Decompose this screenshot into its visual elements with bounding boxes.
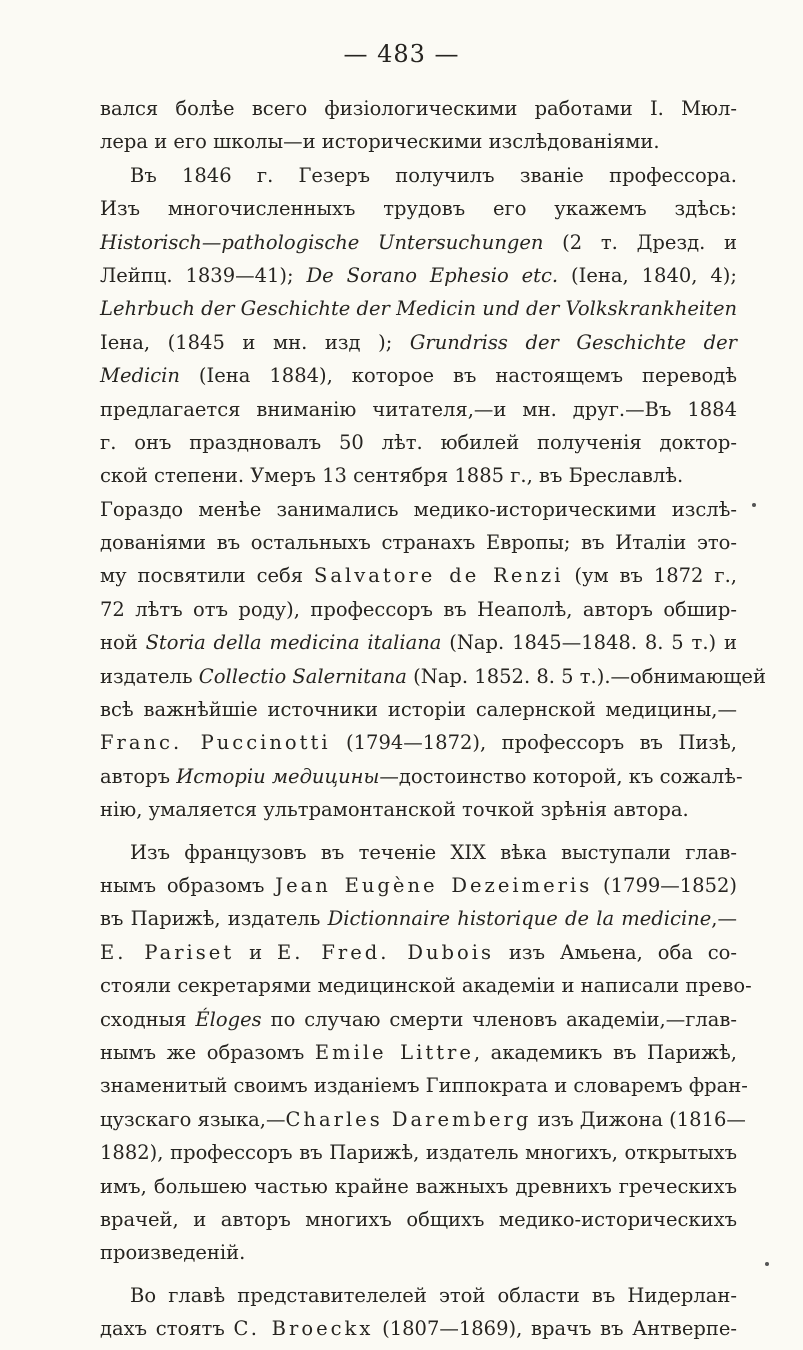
text-line — [100, 902, 737, 935]
text-run: Лейпц. 1839—41); — [100, 263, 307, 287]
text-line — [100, 92, 737, 125]
text-line — [100, 125, 737, 158]
text-run: дахъ стоятъ — [100, 1317, 234, 1341]
text-line — [100, 1236, 737, 1269]
text-line — [100, 869, 737, 902]
spaced-name: E. Fred. Dubois — [277, 940, 495, 964]
text-run: (1794—1872), профессоръ въ Пизѣ, — [330, 731, 737, 755]
text-line — [100, 1003, 737, 1036]
text-run: лера и его школы—и историческими изслѣдованіями. — [100, 130, 660, 154]
text-run: издатель — [100, 664, 199, 688]
text-line — [100, 1279, 737, 1312]
text-run: врачей, и авторъ многихъ общихъ медико-историческихъ — [100, 1207, 737, 1231]
text-run: нымъ образомъ — [100, 873, 276, 897]
text-line — [100, 936, 737, 969]
text-line — [100, 1312, 737, 1345]
paragraph-gap — [100, 827, 737, 836]
text-run: (Іена, 1840, 4); — [558, 263, 737, 287]
text-run: Во главѣ представителелей этой области въ Нидерлан- — [130, 1283, 737, 1307]
spaced-name: Charles Daremberg — [285, 1107, 532, 1131]
text-line — [100, 526, 737, 559]
text-run: г. онъ праздновалъ 50 лѣт. юбилей полученія доктор- — [100, 430, 737, 454]
italic-title: Éloges — [195, 1007, 262, 1031]
text-run: нымъ же образомъ — [100, 1040, 315, 1064]
text-run: изъ Амьена, оба со- — [494, 940, 737, 964]
text-run: ной — [100, 631, 146, 655]
text-run: и — [234, 940, 278, 964]
text-run: 1882), профессоръ въ Парижѣ, издатель многихъ, открытыхъ — [100, 1141, 737, 1165]
page-number: — 483 — — [343, 40, 460, 68]
text-line — [100, 159, 737, 192]
text-run: стояли секретарями медицинской академіи и написали прево- — [100, 974, 752, 998]
text-run: (1807—1869), врачъ въ Антверпе- — [373, 1317, 737, 1341]
text-run: , академикъ въ Парижѣ, — [473, 1040, 737, 1064]
italic-title: De Sorano Ephesio etc. — [306, 263, 559, 287]
text-line — [100, 1203, 737, 1236]
spaced-name: Franc. Puccinotti — [100, 731, 331, 755]
text-line — [100, 969, 752, 1002]
text-line — [100, 259, 737, 292]
text-run: (1799—1852) — [592, 873, 737, 897]
text-line — [100, 660, 766, 693]
text-run: ,— — [711, 907, 737, 931]
spaced-name: Salvatore de Renzi — [314, 564, 564, 588]
text-line — [100, 359, 737, 392]
italic-title: Medicin — [100, 364, 180, 388]
text-run: предлагается вниманію читателя,—и мн. друг.—Въ 1884 — [100, 397, 737, 421]
text-run: Въ 1846 г. Гезеръ получилъ званіе профессора. — [130, 163, 737, 187]
text-run: (Nap. 1845—1848. 8. 5 т.) и — [441, 631, 737, 655]
text-line — [100, 459, 737, 492]
text-run: 72 лѣтъ отъ роду), профессоръ въ Неаполѣ, авторъ обшир- — [100, 597, 737, 621]
text-line — [100, 760, 743, 793]
margin-speck — [765, 1262, 769, 1266]
text-line — [100, 559, 737, 592]
text-line — [100, 1136, 737, 1169]
text-run: всѣ важнѣйшіе источники исторіи салернской медицины,— — [100, 698, 737, 722]
text-run: вался болѣе всего физіологическими работами І. Мюл- — [100, 97, 737, 120]
spaced-name: Emile Littre — [314, 1040, 474, 1064]
text-run: Изъ многочисленныхъ трудовъ его укажемъ здѣсь: — [100, 197, 737, 221]
text-line — [100, 426, 737, 459]
text-run: нію, умаляется ультрамонтанской точкой зрѣнія автора. — [100, 798, 689, 822]
text-run: ской степени. Умеръ 13 сентября 1885 г., въ Бреславлѣ. — [100, 464, 684, 488]
text-line — [100, 1170, 737, 1203]
text-run: знаменитый своимъ изданіемъ Гиппократа и словаремъ фран- — [100, 1074, 748, 1098]
text-run: сходныя — [100, 1007, 196, 1031]
text-line — [100, 292, 737, 325]
text-run: цузскаго языка,— — [100, 1107, 286, 1131]
italic-title: Grundriss der Geschichte der — [409, 330, 737, 354]
margin-speck — [752, 503, 756, 507]
text-line — [100, 1069, 748, 1102]
text-line — [100, 393, 737, 426]
text-run: авторъ — [100, 764, 177, 788]
text-run: дованіями въ остальныхъ странахъ Европы; въ Италіи это- — [100, 531, 737, 555]
text-run: Изъ французовъ въ теченіе XIX вѣка выступали глав- — [130, 840, 737, 864]
text-line — [100, 192, 737, 225]
text-run: (Nap. 1852. 8. 5 т.).—обнимающей — [406, 664, 766, 688]
text-line — [100, 726, 737, 759]
text-run: произведеній. — [100, 1241, 246, 1265]
text-run: (Іена 1884), которое въ настоящемъ переводѣ — [179, 364, 737, 388]
text-run: Іена, (1845 и мн. изд ); — [100, 330, 410, 354]
italic-title: Historisch—pathologische Untersuchungen — [100, 230, 544, 254]
paragraph-gap — [100, 1270, 737, 1279]
text-line — [100, 493, 737, 526]
text-run: му посвятили себя — [100, 564, 314, 588]
italic-title: Lehrbuch der Geschichte der Medicin und der Volkskrankheiten — [100, 297, 738, 321]
text-line — [100, 836, 737, 869]
page-text — [100, 92, 766, 1345]
text-line — [100, 1103, 746, 1136]
text-run: изъ Дижона (1816— — [531, 1107, 746, 1131]
spaced-name: C. Broeckx — [233, 1317, 374, 1341]
text-run: въ Парижѣ, издатель — [100, 907, 328, 931]
text-run: (2 т. Дрезд. и — [543, 230, 737, 254]
text-line — [100, 1036, 737, 1069]
spaced-name: E. Pariset — [100, 940, 235, 964]
text-run: —достоинство которой, къ сожалѣ- — [379, 764, 743, 788]
text-line — [100, 226, 737, 259]
text-line — [100, 326, 737, 359]
text-run: Гораздо менѣе занимались медико-историческими изслѣ- — [100, 497, 737, 521]
italic-title: Collectio Salernitana — [198, 664, 407, 688]
italic-title: Dictionnaire historique de la medicine — [327, 907, 712, 931]
text-run: (ум въ 1872 г., — [563, 564, 737, 588]
spaced-name: Jean Eugène Dezeimeris — [275, 873, 593, 897]
text-run: имъ, большею частью крайне важныхъ древнихъ греческихъ — [100, 1174, 737, 1198]
text-line — [100, 593, 737, 626]
italic-title: Исторіи медицины — [176, 764, 380, 788]
text-run: по случаю смерти членовъ академіи,—глав- — [261, 1007, 737, 1031]
text-line — [100, 793, 737, 826]
text-line — [100, 626, 737, 659]
italic-title: Storia della medicina italiana — [145, 631, 442, 655]
text-line — [100, 693, 737, 726]
